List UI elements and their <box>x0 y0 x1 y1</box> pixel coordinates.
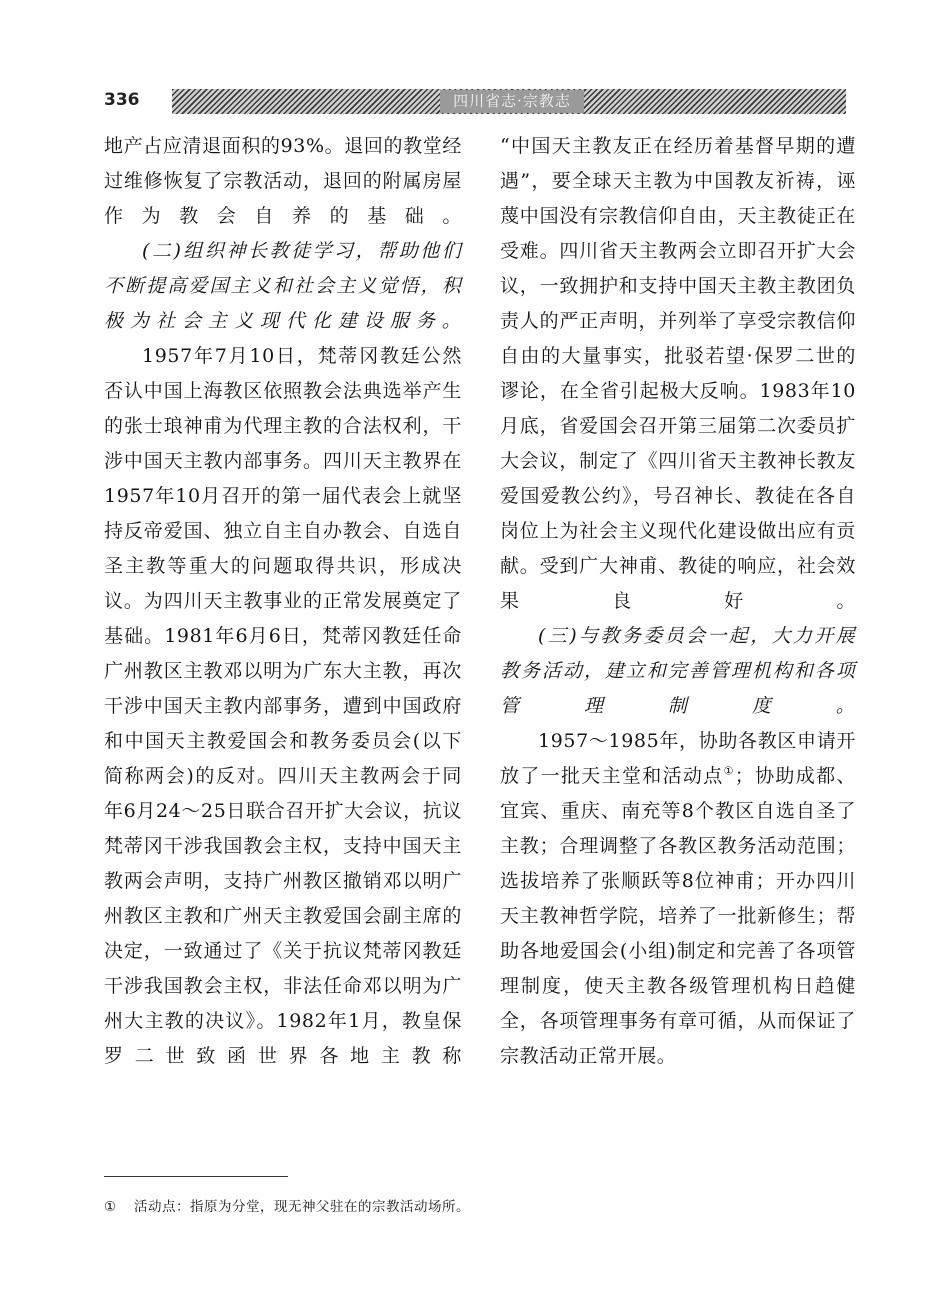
header-band <box>172 89 846 114</box>
section-heading: (二)组织神长教徒学习，帮助他们不断提高爱国主义和社会主义觉悟，积极为社会主义现代化建设服务。 <box>104 240 462 332</box>
left-column <box>104 129 462 1074</box>
paragraph: 地产占应清退面积的93%。退回的教堂经过维修恢复了宗教活动，退回的附属房屋作为教会自养的基础。 <box>104 135 462 227</box>
footnote <box>104 1197 844 1217</box>
footnote-marker: ① <box>104 1199 117 1215</box>
paragraph: 1957年7月10日，梵蒂冈教廷公然否认中国上海教区依照教会法典选举产生的张士琅神甫为代理主教的合法权利，干涉中国天主教内部事务。四川天主教界在1957年10月召开的第一届代表会上就坚持反帝爱国、独立自主自办教会、自选自圣主教等重大的问题取得共识，形成决议。为四川天主教事业的正常发展奠定了基础。1981年6月6日，梵蒂冈教廷任命广州教区主教邓以明为广东大主教，再次干涉中国天主教内部事务，遭到中国政府和中国天主教爱国会和教务委员会(以下简称两会)的反对。四川天主教两会于同年6月24～25日联合召开扩大会议，抗议梵蒂冈干涉我国教会主权，支持中国天主教两会声明，支持广州教区撤销邓以明广州教区主教和广州天主教爱国会副主席的决定，一致通过了《关于抗议梵蒂冈教廷干涉我国教会主权，非法任命邓以明为广州大主教的决议》。1982年1月，教皇保罗二世致函世界各地主教称 <box>104 345 462 1067</box>
footnote-reference[interactable]: ① <box>723 764 735 778</box>
paragraph <box>500 724 856 1074</box>
right-column <box>500 129 856 1074</box>
paragraph: “中国天主教友正在经历着基督早期的遭遇”，要全球天主教为中国教友祈祷，诬蔑中国没有宗教信仰自由，天主教徒正在受难。四川省天主教两会立即召开扩大会议，一致拥护和支持中国天主教主教团负责人的严正声明，并列举了享受宗教信仰自由的大量事实，批驳若望·保罗二世的谬论，在全省引起极大反响。1983年10月底，省爱国会召开第三届第二次委员扩大会议，制定了《四川省天主教神长教友爱国爱教公约》，号召神长、教徒在各自岗位上为社会主义现代化建设做出应有贡献。受到广大神甫、教徒的响应，社会效果良好。 <box>500 135 856 612</box>
page-header <box>104 86 846 116</box>
footnote-divider <box>104 1176 288 1177</box>
section-heading: (三)与教务委员会一起，大力开展教务活动，建立和完善管理机构和各项管理制度。 <box>500 625 856 717</box>
footnote-text: 活动点：指原为分堂，现无神父驻在的宗教活动场所。 <box>134 1199 470 1215</box>
page-number: 336 <box>104 90 140 110</box>
paragraph-text: ；协助成都、宜宾、重庆、南充等8个教区自选自圣了主教；合理调整了各教区教务活动范围；选拔培养了张顺跃等8位神甫；开办四川天主教神哲学院，培养了一批新修生；帮助各地爱国会(小组)制定和完善了各项管理制度，使天主教各级管理机构日趋健全，各项管理事务有章可循，从而保证了宗教活动正常开展。 <box>500 765 856 1067</box>
running-title: 四川省志·宗教志 <box>440 90 584 113</box>
paragraph-text: 1957～1985年，协助各教区申请开放了一批天主堂和活动点 <box>500 730 856 787</box>
